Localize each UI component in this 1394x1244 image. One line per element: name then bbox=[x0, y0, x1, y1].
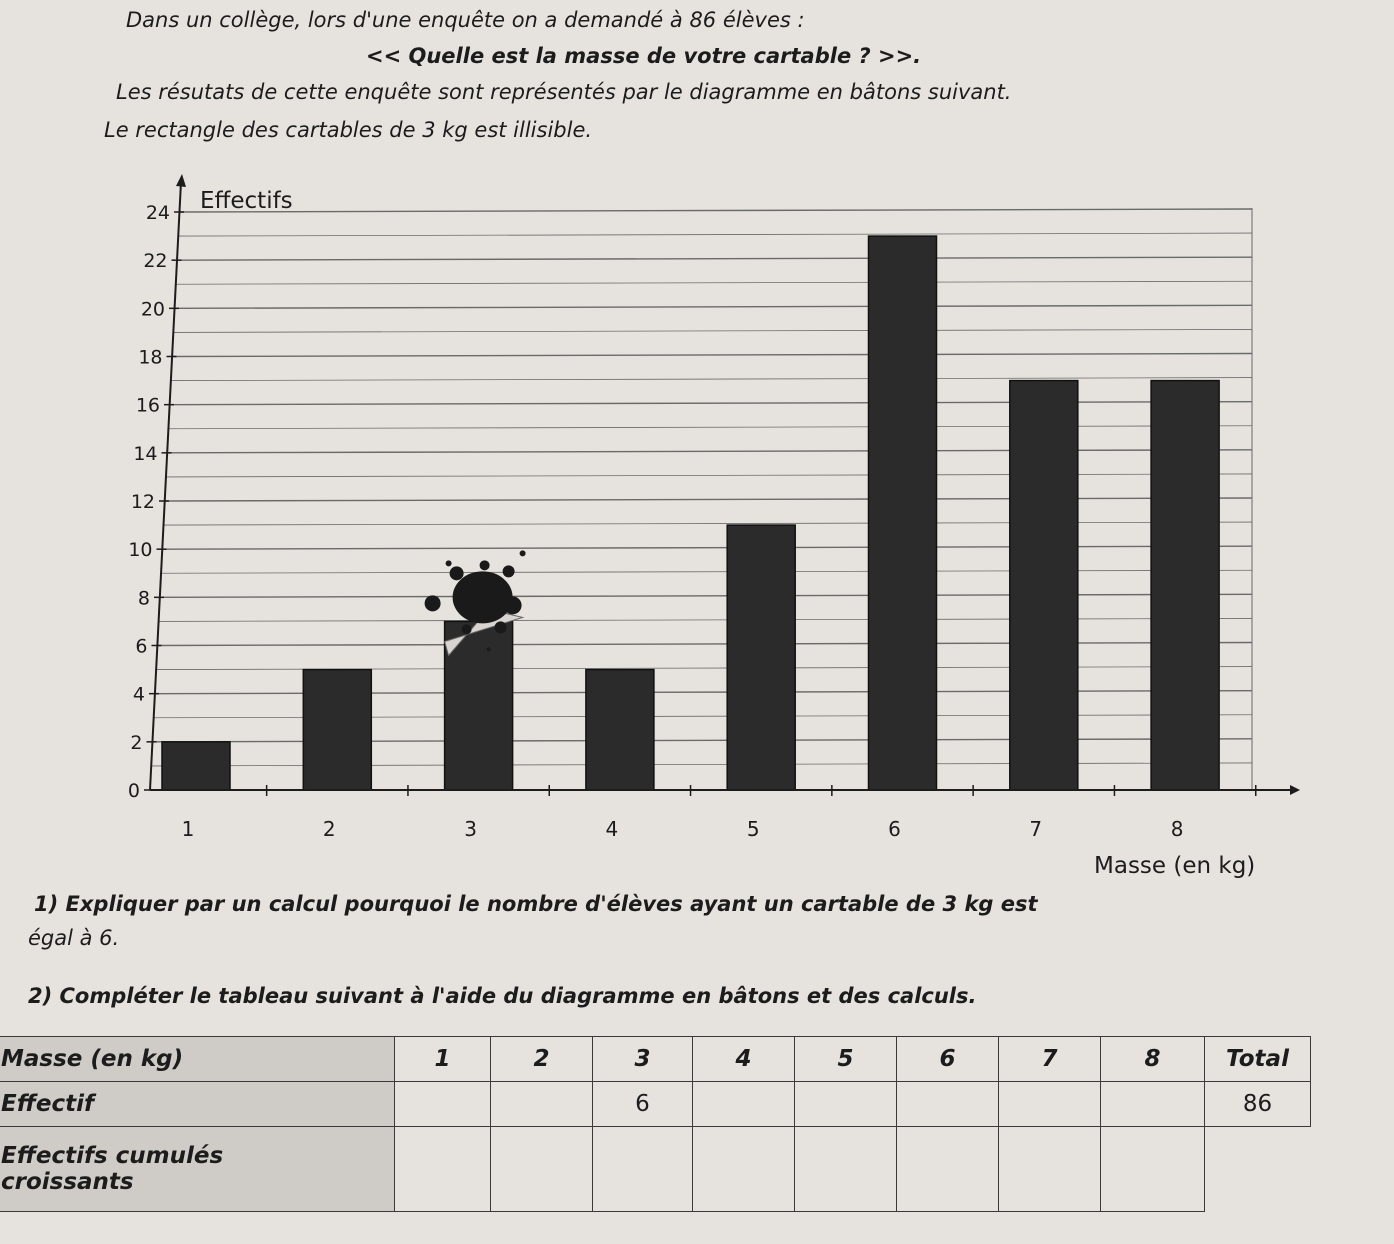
effectif-cell[interactable] bbox=[491, 1082, 593, 1127]
cumul-header-line-1: Effectifs cumulés bbox=[1, 1143, 224, 1169]
blot-drop bbox=[503, 565, 515, 577]
effectif-cell[interactable] bbox=[999, 1082, 1101, 1127]
grid-line bbox=[166, 474, 1252, 477]
x-tick-label: 8 bbox=[1170, 817, 1184, 841]
y-tick-label: 12 bbox=[130, 491, 155, 513]
effectif-header: Effectif bbox=[0, 1082, 395, 1127]
chart-bars bbox=[162, 236, 1219, 790]
cumul-cell[interactable] bbox=[395, 1127, 491, 1212]
bar-4 bbox=[586, 670, 654, 790]
x-tick-label: 2 bbox=[322, 817, 336, 841]
grid-line bbox=[176, 281, 1252, 284]
bar-5 bbox=[727, 525, 795, 790]
y-tick-label: 20 bbox=[140, 298, 165, 321]
grid-line bbox=[161, 570, 1252, 573]
x-axis-arrow-icon bbox=[1290, 785, 1300, 795]
y-tick-label: 2 bbox=[130, 731, 143, 754]
y-tick-label: 24 bbox=[145, 202, 170, 224]
cumul-header-line-2: croissants bbox=[1, 1169, 134, 1195]
grid-line bbox=[165, 498, 1252, 501]
grid-line bbox=[180, 209, 1252, 212]
blot-drop bbox=[504, 596, 522, 614]
blot-drop bbox=[446, 560, 452, 566]
effectif-cell[interactable] bbox=[693, 1082, 795, 1127]
bar-1 bbox=[162, 742, 230, 790]
x-tick-label: 7 bbox=[1029, 817, 1043, 841]
effectif-cell[interactable] bbox=[1101, 1082, 1205, 1127]
intro-line-1: Dans un collège, lors d'une enquête on a demandé à 86 élèves : bbox=[126, 8, 805, 32]
grid-line bbox=[171, 378, 1252, 381]
intro-line-4: Le rectangle des cartables de 3 kg est illisible. bbox=[104, 118, 593, 142]
bar-chart bbox=[0, 160, 1394, 890]
masse-col: 1 bbox=[395, 1037, 491, 1082]
intro-line-3: Les résutats de cette enquête sont représentés par le diagramme en bâtons suivant. bbox=[116, 80, 1012, 104]
cumul-cell[interactable] bbox=[593, 1127, 693, 1212]
grid-line bbox=[163, 546, 1253, 549]
cumul-cell[interactable] bbox=[1101, 1127, 1205, 1212]
grid-line bbox=[170, 402, 1252, 405]
y-axis-line bbox=[150, 182, 181, 790]
x-tick-label: 5 bbox=[746, 817, 760, 841]
cumul-cell[interactable] bbox=[795, 1127, 897, 1212]
masse-col: 2 bbox=[491, 1037, 593, 1082]
grid-line bbox=[168, 450, 1253, 453]
masse-col: 8 bbox=[1101, 1037, 1205, 1082]
blot-drop bbox=[480, 560, 490, 570]
frequency-table bbox=[0, 1036, 1311, 1212]
x-axis-label: Masse (en kg) bbox=[1094, 853, 1256, 879]
effectif-cell[interactable] bbox=[395, 1082, 491, 1127]
x-tick-label: 1 bbox=[181, 817, 195, 841]
y-tick-label: 8 bbox=[137, 587, 150, 610]
bar-7 bbox=[1010, 381, 1078, 790]
y-tick-label: 4 bbox=[132, 683, 145, 706]
cumul-cell[interactable] bbox=[999, 1127, 1101, 1212]
effectif-cell[interactable] bbox=[795, 1082, 897, 1127]
masse-col: 5 bbox=[795, 1037, 897, 1082]
masse-col: 6 bbox=[897, 1037, 999, 1082]
y-axis-label: Effectifs bbox=[200, 188, 293, 214]
y-tick-label: 18 bbox=[138, 346, 163, 369]
blot-drop bbox=[462, 624, 472, 634]
grid-line bbox=[179, 233, 1252, 236]
cumul-row bbox=[0, 1127, 1311, 1212]
effectif-cell[interactable] bbox=[897, 1082, 999, 1127]
y-axis-arrow-icon bbox=[176, 174, 186, 187]
blot-drop bbox=[450, 566, 464, 580]
question-1-line-1: 1) Expliquer par un calcul pourquoi le nombre d'élèves ayant un cartable de 3 kg est bbox=[34, 892, 1038, 916]
cumul-empty bbox=[1205, 1127, 1311, 1212]
cumul-header bbox=[0, 1127, 395, 1212]
bar-2 bbox=[303, 670, 371, 790]
bar-6 bbox=[869, 236, 937, 790]
masse-col: 4 bbox=[693, 1037, 795, 1082]
masse-row bbox=[0, 1037, 1311, 1082]
grid-line bbox=[173, 354, 1253, 357]
y-tick-label: 10 bbox=[128, 539, 153, 562]
y-tick-label: 6 bbox=[135, 635, 148, 658]
x-tick-label: 4 bbox=[605, 817, 619, 841]
cumul-cell[interactable] bbox=[897, 1127, 999, 1212]
grid-line bbox=[174, 329, 1252, 332]
grid-line bbox=[159, 618, 1252, 621]
blot-core bbox=[453, 571, 513, 623]
x-tick-label: 6 bbox=[888, 817, 901, 841]
y-tick-label: 16 bbox=[135, 394, 160, 417]
masse-col: 7 bbox=[999, 1037, 1101, 1082]
grid-line bbox=[160, 594, 1252, 597]
cumul-cell[interactable] bbox=[693, 1127, 795, 1212]
masse-col: 3 bbox=[593, 1037, 693, 1082]
effectif-total-cell[interactable]: 86 bbox=[1205, 1082, 1311, 1127]
grid-line bbox=[175, 305, 1252, 308]
question-2: 2) Compléter le tableau suivant à l'aide du diagramme en bâtons et des calculs. bbox=[28, 984, 977, 1008]
total-header: Total bbox=[1205, 1037, 1311, 1082]
grid-line bbox=[158, 643, 1253, 646]
y-tick-label: 22 bbox=[143, 250, 168, 273]
cumul-cell[interactable] bbox=[491, 1127, 593, 1212]
grid-line bbox=[178, 257, 1253, 260]
x-tick-label: 3 bbox=[464, 817, 477, 841]
grid-line bbox=[169, 426, 1252, 429]
blot-drop bbox=[487, 647, 491, 651]
blot-drop bbox=[425, 595, 441, 611]
effectif-cell[interactable]: 6 bbox=[593, 1082, 693, 1127]
y-tick-label: 0 bbox=[127, 780, 140, 802]
intro-line-2: << Quelle est la masse de votre cartable ? >>. bbox=[366, 44, 922, 68]
masse-header: Masse (en kg) bbox=[0, 1037, 395, 1082]
blot-drop bbox=[520, 550, 526, 556]
effectif-row bbox=[0, 1082, 1311, 1127]
grid-line bbox=[164, 522, 1252, 525]
blot-drop bbox=[495, 621, 507, 633]
y-tick-label: 14 bbox=[133, 442, 158, 465]
bar-8 bbox=[1151, 381, 1219, 790]
question-1-line-2: égal à 6. bbox=[28, 926, 120, 950]
